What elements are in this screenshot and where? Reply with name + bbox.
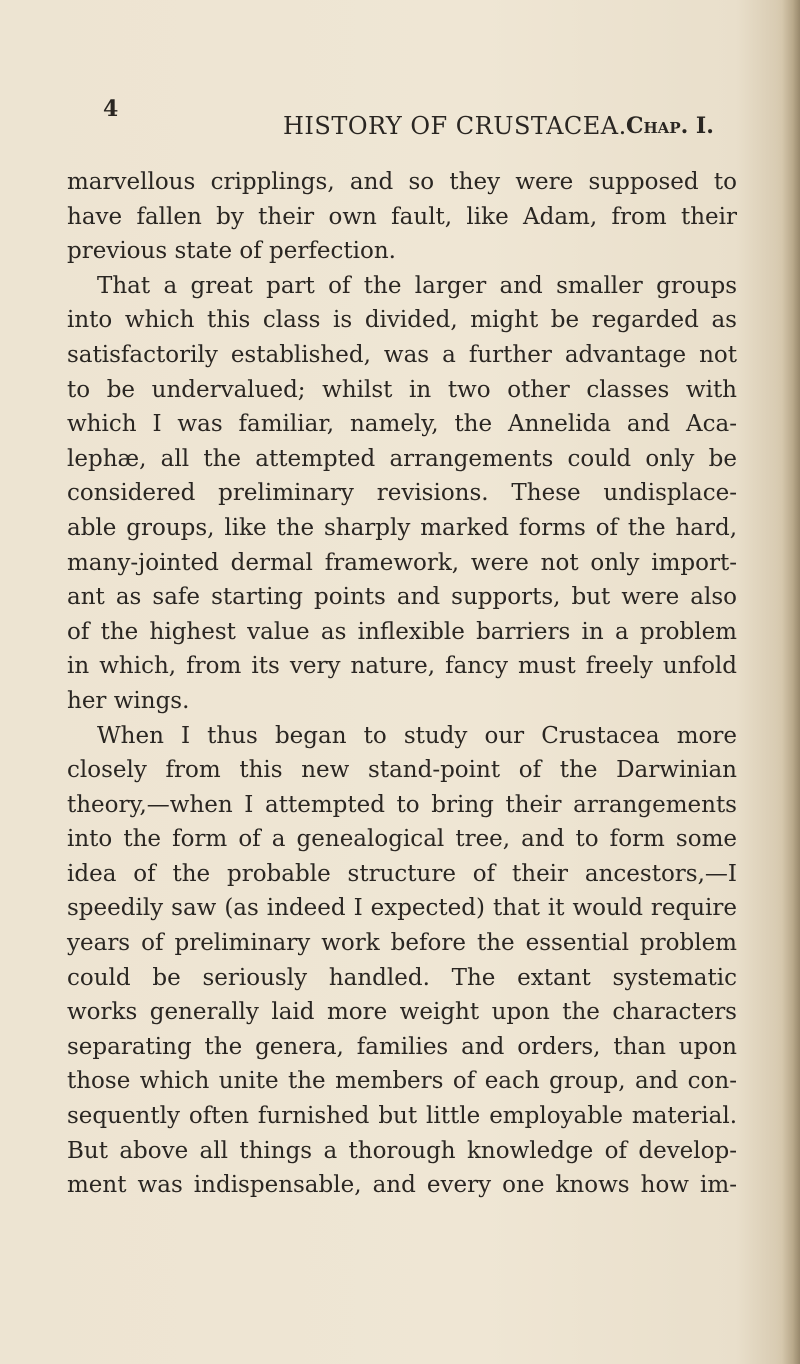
- page-number: 4: [103, 96, 119, 122]
- text-line: to be undervalued; whilst in two other classes with: [67, 376, 737, 403]
- text-line: satisfactorily established, was a further advantage not: [67, 341, 737, 368]
- text-line: considered preliminary revisions. These undisplace-: [67, 480, 737, 507]
- text-line: of the highest value as inflexible barriers in a problem: [67, 618, 737, 645]
- text-line: ant as safe starting points and supports, but were also: [67, 584, 737, 611]
- running-header: [0, 96, 800, 146]
- text-line: closely from this new stand-point of the Darwinian: [67, 757, 737, 784]
- text-line: previous state of perfection.: [67, 238, 396, 265]
- text-line: have fallen by their own fault, like Adam, from their: [67, 203, 737, 230]
- text-line: could be seriously handled. The extant systematic: [67, 964, 737, 991]
- text-line: those which unite the members of each group, and con-: [67, 1068, 737, 1095]
- body-text: [67, 165, 737, 1203]
- text-line: But above all things a thorough knowledge of develop-: [67, 1137, 737, 1164]
- running-title: HISTORY OF CRUSTACEA.: [283, 112, 627, 140]
- text-line: ment was indispensable, and every one knows how im-: [67, 1172, 737, 1199]
- chapter-label: Chap. I.: [626, 113, 714, 139]
- text-line: speedily saw (as indeed I expected) that it would require: [67, 895, 737, 922]
- text-line: into which this class is divided, might be regarded as: [67, 307, 737, 334]
- text-line: in which, from its very nature, fancy must freely unfold: [67, 653, 737, 680]
- text-line: works generally laid more weight upon the characters: [67, 999, 737, 1026]
- text-line: When I thus began to study our Crustacea more: [97, 722, 737, 749]
- text-line: That a great part of the larger and smaller groups: [97, 272, 737, 299]
- page-edge-shadow: [782, 0, 800, 1364]
- text-line: separating the genera, families and orders, than upon: [67, 1033, 737, 1060]
- text-line: marvellous cripplings, and so they were supposed to: [67, 169, 737, 195]
- text-line: lephæ, all the attempted arrangements could only be: [67, 445, 737, 472]
- text-line: into the form of a genealogical tree, and to form some: [67, 826, 737, 853]
- text-line: which I was familiar, namely, the Annelida and Aca-: [67, 411, 737, 438]
- text-line: able groups, like the sharply marked forms of the hard,: [67, 514, 737, 541]
- text-line: sequently often furnished but little employable material.: [67, 1103, 737, 1130]
- text-line: many-jointed dermal framework, were not only import-: [67, 549, 737, 576]
- text-line: years of preliminary work before the essential problem: [67, 930, 737, 957]
- text-line: her wings.: [67, 687, 190, 714]
- text-line: idea of the probable structure of their ancestors,—I: [67, 860, 737, 887]
- text-line: theory,—when I attempted to bring their arrangements: [67, 791, 737, 818]
